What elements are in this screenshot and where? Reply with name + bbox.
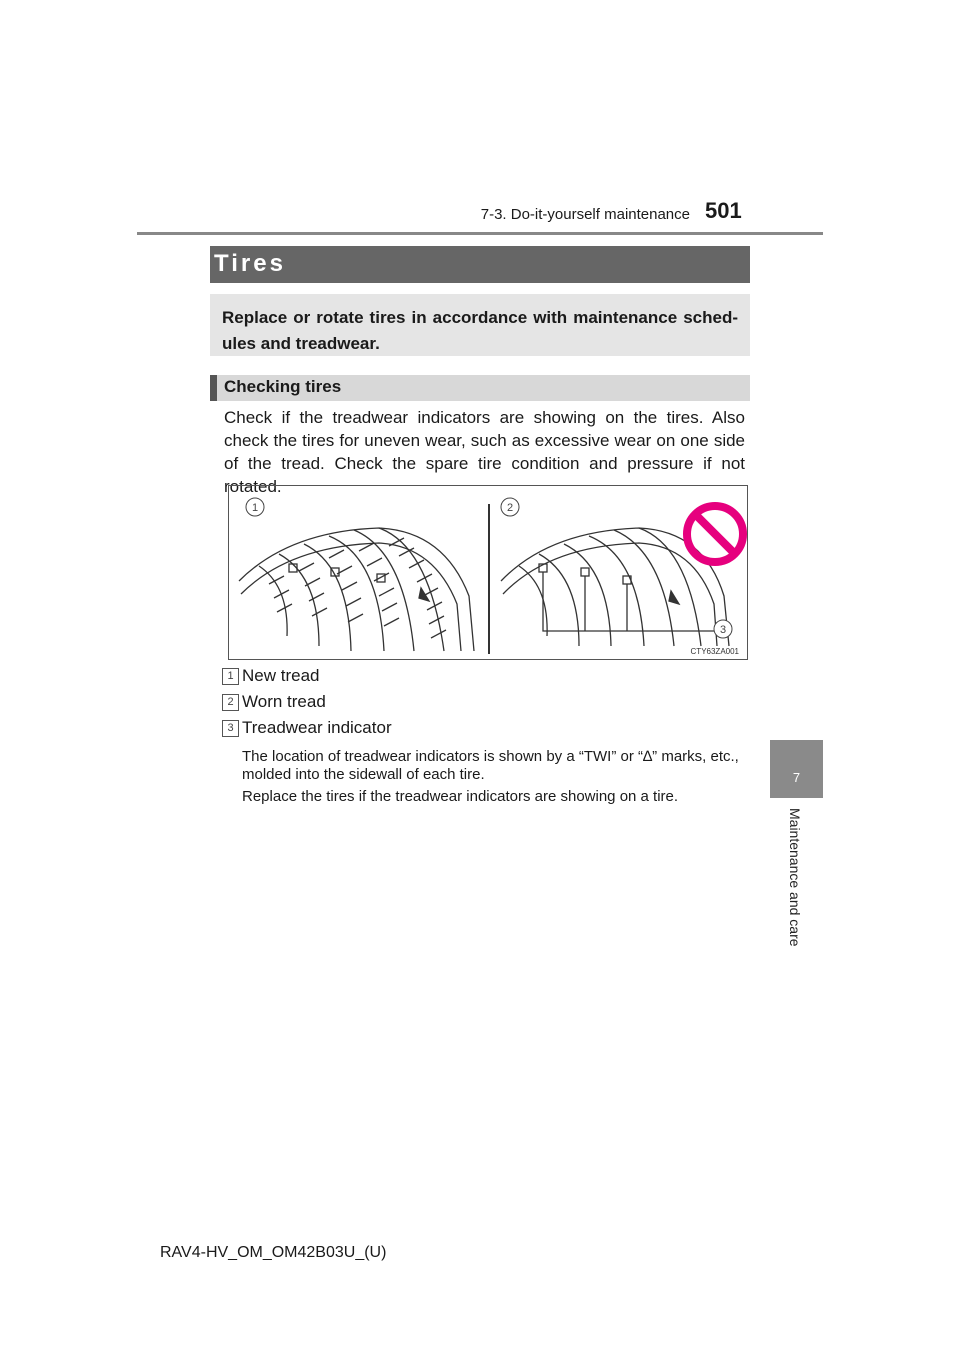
legend-num-3: 3 <box>222 720 239 737</box>
header-rule <box>137 232 823 235</box>
page-number: 501 <box>705 198 742 223</box>
legend-text-3: Treadwear indicator <box>242 718 392 737</box>
tire-illustration <box>229 486 747 659</box>
chapter-label: Maintenance and care <box>787 808 803 947</box>
legend-text-2: Worn tread <box>242 692 326 711</box>
legend-num-2: 2 <box>222 694 239 711</box>
figure-code: CTY63ZA001 <box>690 647 739 656</box>
intro-text: Replace or rotate tires in accordance with maintenance sched-ules and treadwear. <box>222 308 738 353</box>
subsection-body: Check if the treadwear indicators are showing on the tires. Also check the tires for uneven wear, such as excessive wear on one side of the tread. Check the spare tire condition and pressure if not rotated. <box>224 408 745 496</box>
callout-1: 1 <box>251 502 259 514</box>
prohibited-icon <box>687 506 743 562</box>
chapter-tab-number: 7 <box>792 770 801 785</box>
note-indicator-location: The location of treadwear indicators is shown by a “TWI” or “∆” marks, etc., molded into the sidewall of each tire. <box>242 748 739 783</box>
section-title-bar <box>210 246 750 283</box>
chapter-tab <box>770 740 823 798</box>
note-replace-tires: Replace the tires if the treadwear indicators are showing on a tire. <box>242 788 679 805</box>
worn-tread-tire <box>501 528 729 646</box>
tire-figure <box>228 485 748 660</box>
section-title: Tires <box>214 250 286 277</box>
subsection-accent <box>210 375 217 401</box>
legend-text-1: New tread <box>242 666 320 685</box>
new-tread-tire <box>239 528 474 651</box>
callout-3: 3 <box>719 624 727 636</box>
footer-code: RAV4-HV_OM_OM42B03U_(U) <box>160 1244 387 1261</box>
running-head: 7-3. Do-it-yourself maintenance <box>480 206 690 223</box>
callout-2: 2 <box>506 502 514 514</box>
legend-num-1: 1 <box>222 668 239 685</box>
subsection-title: Checking tires <box>224 377 342 396</box>
